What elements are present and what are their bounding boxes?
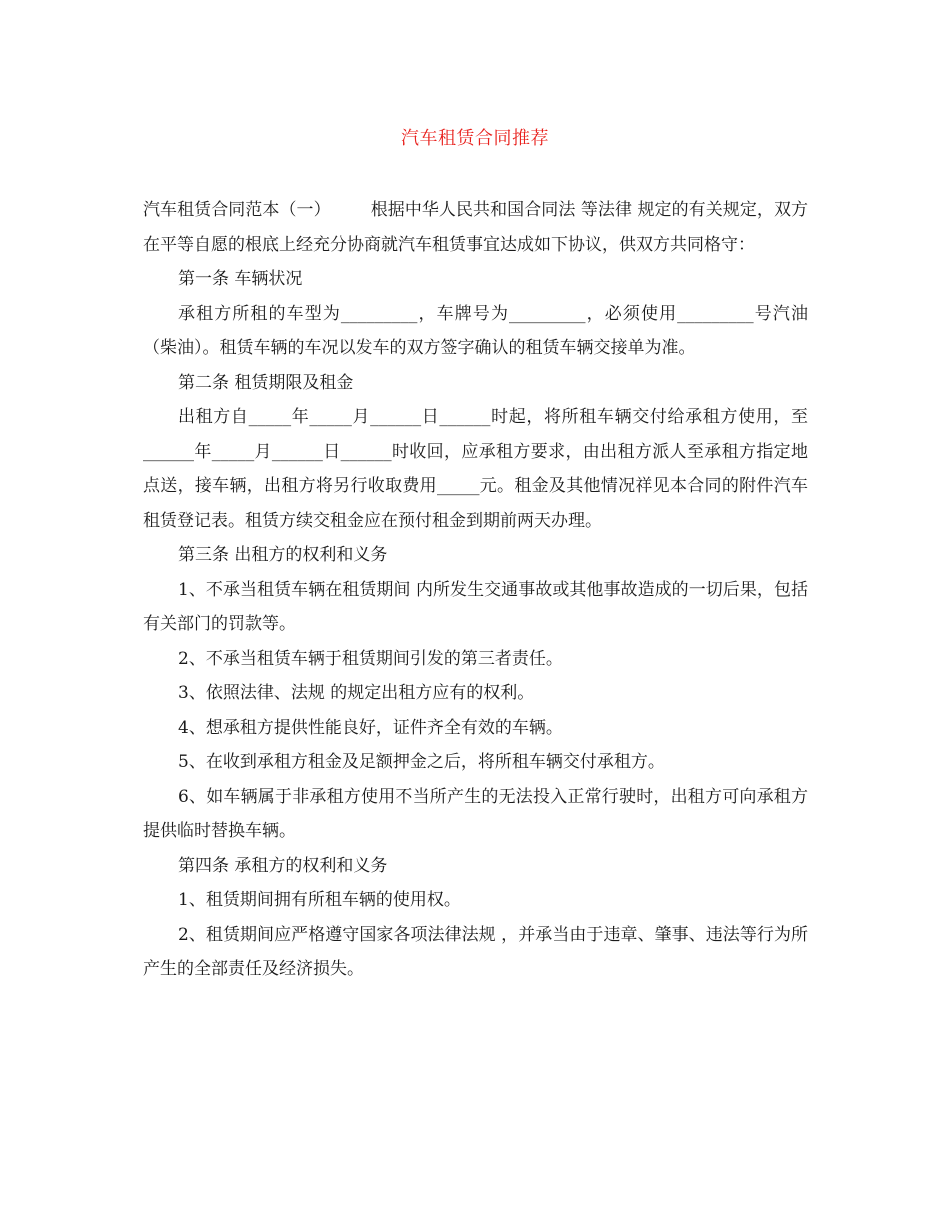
article-3-item: 5、在收到承租方租金及足额押金之后，将所租车辆交付承租方。 bbox=[178, 752, 665, 772]
article-4-item: 2、租赁期间应严格遵守国家各项法律法规 ，并承当由于违章、肇事、违法等行为所产生的全部责任及经济损失。 bbox=[143, 924, 808, 979]
intro-heading: 汽车租赁合同范本（一） bbox=[143, 200, 331, 220]
document-body bbox=[143, 193, 808, 987]
article-4-title: 第四条 承租方的权利和义务 bbox=[178, 855, 388, 876]
document-title: 汽车租赁合同推荐 bbox=[401, 128, 549, 149]
article-3-title: 第三条 出租方的权利和义务 bbox=[178, 545, 388, 565]
article-1-text: 承租方所租的车型为_________，车牌号为_________，必须使用_________号汽油（柴油）。租赁车辆的车况以发车的双方签字确认的租赁车辆交接单为准。 bbox=[143, 303, 808, 358]
article-3-item: 3、依照法律、法规 的规定出租方应有的权利。 bbox=[178, 683, 535, 703]
article-2-title: 第二条 租赁期限及租金 bbox=[178, 372, 354, 393]
intro-paragraph bbox=[143, 193, 808, 262]
article-3-item: 2、不承当租赁车辆于租赁期间引发的第三者责任。 bbox=[178, 648, 563, 669]
article-2-text: 出租方自_____年_____月______日______时起，将所租车辆交付给承租方使用，至______年_____月______日______时收回，应承租方要求，由出租方派人至承租方指定地点送，接车辆，出租方将另行收取费用_____元。租金及其他情况祥见本合同的附件汽车租赁登记表。租赁方续交租金应在预付租金到期前两天办理。 bbox=[143, 407, 808, 531]
article-3-item: 4、想承租方提供性能良好，证件齐全有效的车辆。 bbox=[178, 717, 563, 738]
article-3-item: 6、如车辆属于非承租方使用不当所产生的无法投入正常行驶时，出租方可向承租方提供临时替换车辆。 bbox=[143, 786, 808, 841]
article-3-item: 1、不承当租赁车辆在租赁期间 内所发生交通事故或其他事故造成的一切后果，包括有关部门的罚款等。 bbox=[143, 579, 808, 634]
intro-text: 根据中华人民共和国合同法 等法律 规定的有关规定，双方在平等自愿的根底上经充分协商就汽车租赁事宜达成如下协议，供双方共同格守： bbox=[143, 200, 809, 255]
article-4-item: 1、租赁期间拥有所租车辆的使用权。 bbox=[178, 890, 461, 910]
article-1-title: 第一条 车辆状况 bbox=[178, 269, 303, 289]
